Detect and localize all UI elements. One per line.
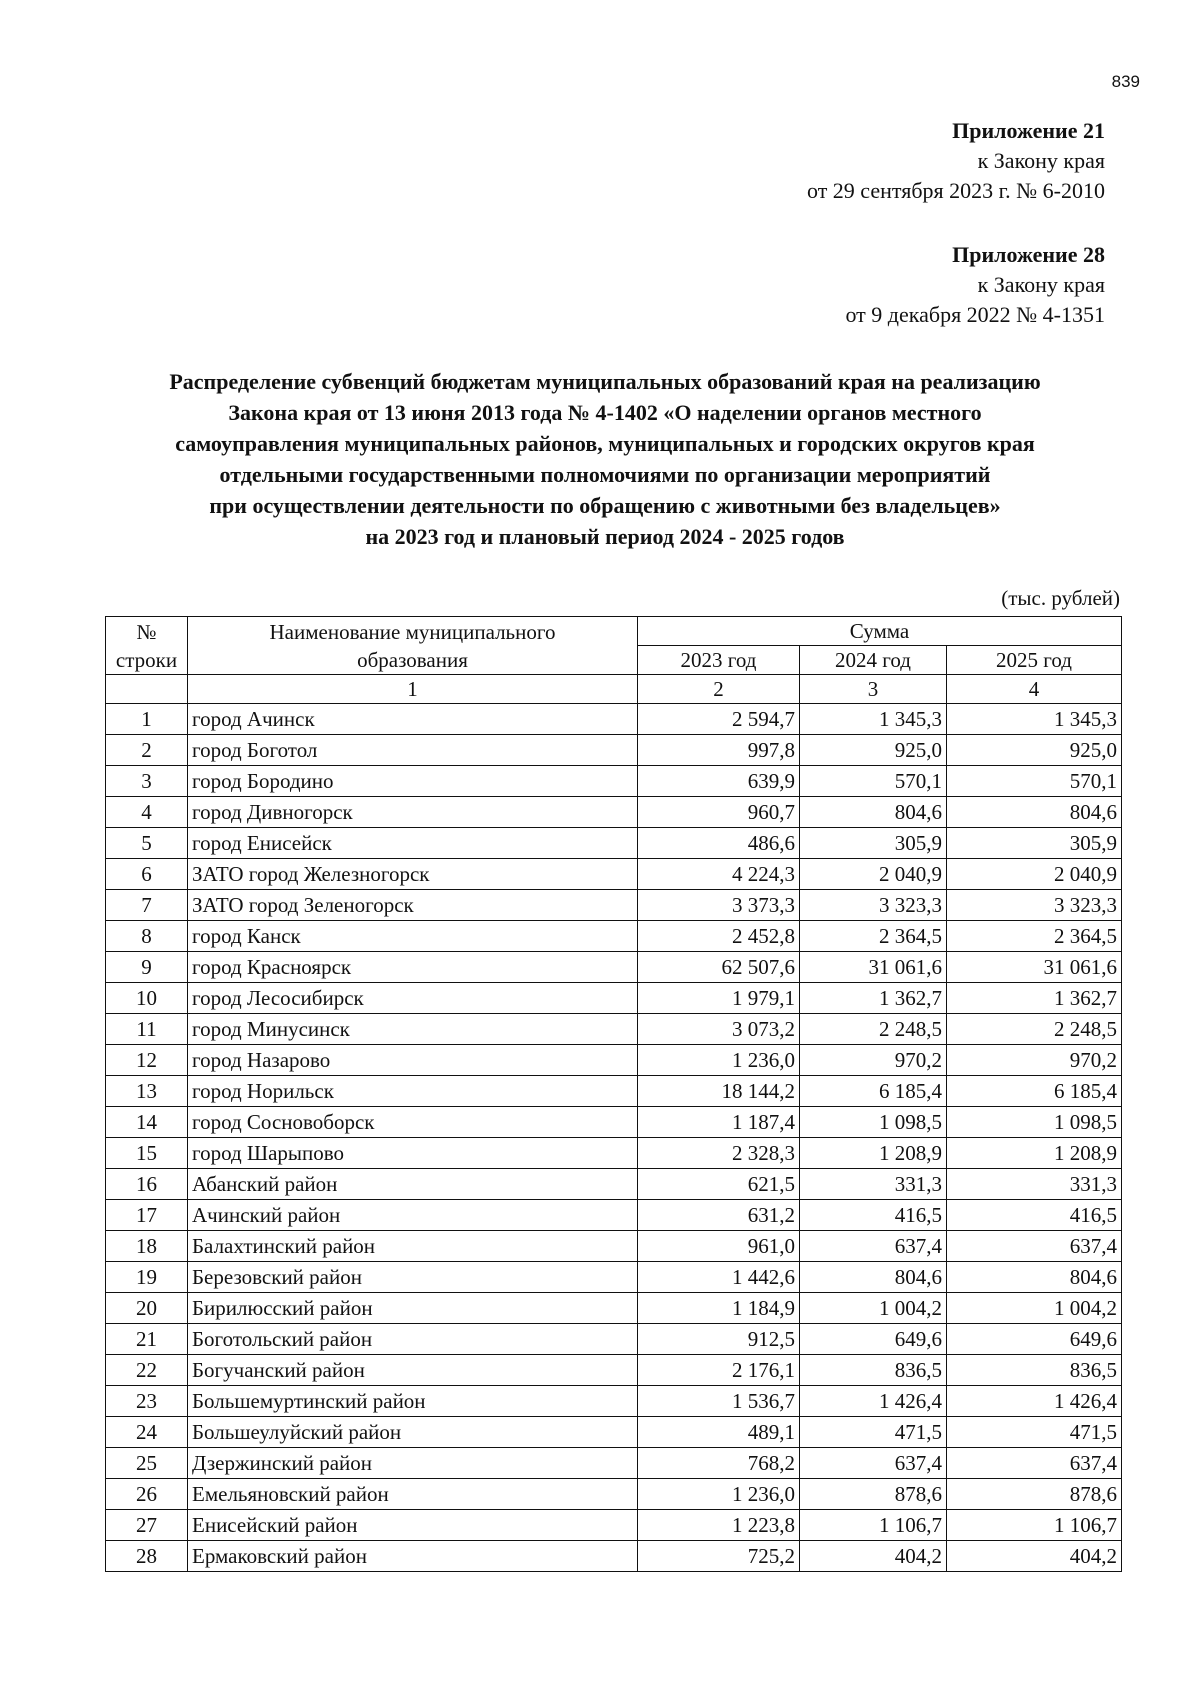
table-row bbox=[106, 797, 1122, 828]
table-row bbox=[106, 1231, 1122, 1262]
municipality-cell: город Красноярск bbox=[188, 952, 638, 983]
header-year-2023: 2023 год bbox=[638, 646, 800, 675]
value-2023-cell: 1 187,4 bbox=[638, 1107, 800, 1138]
row-number-cell: 16 bbox=[106, 1169, 188, 1200]
value-2025-cell: 1 362,7 bbox=[947, 983, 1122, 1014]
value-2024-cell: 416,5 bbox=[800, 1200, 947, 1231]
table-row bbox=[106, 828, 1122, 859]
municipality-cell: Балахтинский район bbox=[188, 1231, 638, 1262]
value-2023-cell: 768,2 bbox=[638, 1448, 800, 1479]
value-2023-cell: 486,6 bbox=[638, 828, 800, 859]
value-2023-cell: 62 507,6 bbox=[638, 952, 800, 983]
value-2025-cell: 416,5 bbox=[947, 1200, 1122, 1231]
municipality-cell: Дзержинский район bbox=[188, 1448, 638, 1479]
header-year-2025: 2025 год bbox=[947, 646, 1122, 675]
table-row bbox=[106, 859, 1122, 890]
value-2025-cell: 637,4 bbox=[947, 1448, 1122, 1479]
municipality-cell: Боготольский район bbox=[188, 1324, 638, 1355]
value-2025-cell: 6 185,4 bbox=[947, 1076, 1122, 1107]
value-2025-cell: 2 040,9 bbox=[947, 859, 1122, 890]
value-2025-cell: 305,9 bbox=[947, 828, 1122, 859]
appendix-28-title: Приложение 28 bbox=[952, 242, 1105, 267]
municipality-cell: Ачинский район bbox=[188, 1200, 638, 1231]
title-line: отдельными государственными полномочиями по организации мероприятий bbox=[219, 462, 991, 487]
value-2024-cell: 1 208,9 bbox=[800, 1138, 947, 1169]
title-line: Закона края от 13 июня 2013 года № 4-1402 «О наделении органов местного bbox=[228, 400, 982, 425]
row-number-cell: 15 bbox=[106, 1138, 188, 1169]
value-2024-cell: 804,6 bbox=[800, 1262, 947, 1293]
header-row-number bbox=[106, 617, 188, 675]
value-2023-cell: 2 594,7 bbox=[638, 704, 800, 735]
table-row bbox=[106, 1169, 1122, 1200]
header-col-3: 3 bbox=[800, 675, 947, 704]
value-2025-cell: 404,2 bbox=[947, 1541, 1122, 1572]
municipality-cell: Емельяновский район bbox=[188, 1479, 638, 1510]
header-municipality-line1: Наименование муниципального bbox=[269, 619, 556, 644]
table-row bbox=[106, 1076, 1122, 1107]
row-number-cell: 9 bbox=[106, 952, 188, 983]
value-2023-cell: 1 536,7 bbox=[638, 1386, 800, 1417]
value-2023-cell: 1 223,8 bbox=[638, 1510, 800, 1541]
municipality-cell: город Лесосибирск bbox=[188, 983, 638, 1014]
value-2024-cell: 970,2 bbox=[800, 1045, 947, 1076]
table-row bbox=[106, 1541, 1122, 1572]
header-col-2: 2 bbox=[638, 675, 800, 704]
municipality-cell: город Сосновоборск bbox=[188, 1107, 638, 1138]
value-2024-cell: 2 364,5 bbox=[800, 921, 947, 952]
municipality-cell: город Боготол bbox=[188, 735, 638, 766]
municipality-cell: Ермаковский район bbox=[188, 1541, 638, 1572]
header-col-blank bbox=[106, 675, 188, 704]
value-2024-cell: 637,4 bbox=[800, 1448, 947, 1479]
value-2025-cell: 3 323,3 bbox=[947, 890, 1122, 921]
value-2023-cell: 3 373,3 bbox=[638, 890, 800, 921]
value-2023-cell: 2 452,8 bbox=[638, 921, 800, 952]
municipality-cell: ЗАТО город Зеленогорск bbox=[188, 890, 638, 921]
municipality-cell: Бирилюсский район bbox=[188, 1293, 638, 1324]
municipality-cell: город Дивногорск bbox=[188, 797, 638, 828]
value-2024-cell: 1 106,7 bbox=[800, 1510, 947, 1541]
row-number-cell: 2 bbox=[106, 735, 188, 766]
value-2023-cell: 621,5 bbox=[638, 1169, 800, 1200]
row-number-cell: 12 bbox=[106, 1045, 188, 1076]
value-2024-cell: 836,5 bbox=[800, 1355, 947, 1386]
header-row-number-line1: № bbox=[136, 619, 157, 644]
value-2023-cell: 489,1 bbox=[638, 1417, 800, 1448]
value-2023-cell: 912,5 bbox=[638, 1324, 800, 1355]
row-number-cell: 24 bbox=[106, 1417, 188, 1448]
value-2023-cell: 1 236,0 bbox=[638, 1045, 800, 1076]
table-row bbox=[106, 1262, 1122, 1293]
value-2023-cell: 639,9 bbox=[638, 766, 800, 797]
table-row bbox=[106, 1355, 1122, 1386]
value-2024-cell: 6 185,4 bbox=[800, 1076, 947, 1107]
value-2023-cell: 725,2 bbox=[638, 1541, 800, 1572]
row-number-cell: 5 bbox=[106, 828, 188, 859]
municipality-cell: город Канск bbox=[188, 921, 638, 952]
row-number-cell: 6 bbox=[106, 859, 188, 890]
value-2023-cell: 1 442,6 bbox=[638, 1262, 800, 1293]
row-number-cell: 10 bbox=[106, 983, 188, 1014]
row-number-cell: 21 bbox=[106, 1324, 188, 1355]
subvention-table bbox=[105, 616, 1122, 1572]
value-2025-cell: 1 106,7 bbox=[947, 1510, 1122, 1541]
value-2024-cell: 31 061,6 bbox=[800, 952, 947, 983]
title-line: самоуправления муниципальных районов, муниципальных и городских округов края bbox=[175, 431, 1035, 456]
value-2025-cell: 471,5 bbox=[947, 1417, 1122, 1448]
value-2025-cell: 331,3 bbox=[947, 1169, 1122, 1200]
value-2024-cell: 305,9 bbox=[800, 828, 947, 859]
municipality-cell: Большемуртинский район bbox=[188, 1386, 638, 1417]
row-number-cell: 19 bbox=[106, 1262, 188, 1293]
municipality-cell: ЗАТО город Железногорск bbox=[188, 859, 638, 890]
appendix-28-line1: к Закону края bbox=[977, 272, 1105, 297]
value-2024-cell: 649,6 bbox=[800, 1324, 947, 1355]
value-2025-cell: 1 426,4 bbox=[947, 1386, 1122, 1417]
row-number-cell: 17 bbox=[106, 1200, 188, 1231]
value-2025-cell: 970,2 bbox=[947, 1045, 1122, 1076]
municipality-cell: город Ачинск bbox=[188, 704, 638, 735]
row-number-cell: 1 bbox=[106, 704, 188, 735]
appendix-28-line2: от 9 декабря 2022 № 4-1351 bbox=[845, 302, 1105, 327]
value-2025-cell: 570,1 bbox=[947, 766, 1122, 797]
title-line: Распределение субвенций бюджетам муниципальных образований края на реализацию bbox=[169, 369, 1041, 394]
value-2024-cell: 471,5 bbox=[800, 1417, 947, 1448]
value-2024-cell: 925,0 bbox=[800, 735, 947, 766]
table-row bbox=[106, 952, 1122, 983]
value-2023-cell: 2 176,1 bbox=[638, 1355, 800, 1386]
value-2024-cell: 404,2 bbox=[800, 1541, 947, 1572]
value-2025-cell: 31 061,6 bbox=[947, 952, 1122, 983]
value-2025-cell: 836,5 bbox=[947, 1355, 1122, 1386]
table-row bbox=[106, 1510, 1122, 1541]
municipality-cell: город Минусинск bbox=[188, 1014, 638, 1045]
municipality-cell: Богучанский район bbox=[188, 1355, 638, 1386]
value-2023-cell: 2 328,3 bbox=[638, 1138, 800, 1169]
value-2024-cell: 2 248,5 bbox=[800, 1014, 947, 1045]
value-2025-cell: 1 208,9 bbox=[947, 1138, 1122, 1169]
table-row bbox=[106, 983, 1122, 1014]
value-2025-cell: 878,6 bbox=[947, 1479, 1122, 1510]
municipality-cell: город Енисейск bbox=[188, 828, 638, 859]
table-row bbox=[106, 1417, 1122, 1448]
table-row bbox=[106, 1293, 1122, 1324]
table-row bbox=[106, 1107, 1122, 1138]
value-2023-cell: 960,7 bbox=[638, 797, 800, 828]
row-number-cell: 26 bbox=[106, 1479, 188, 1510]
appendix-28-block bbox=[845, 240, 1105, 330]
value-2025-cell: 2 248,5 bbox=[947, 1014, 1122, 1045]
row-number-cell: 18 bbox=[106, 1231, 188, 1262]
value-2025-cell: 1 004,2 bbox=[947, 1293, 1122, 1324]
row-number-cell: 7 bbox=[106, 890, 188, 921]
value-2024-cell: 2 040,9 bbox=[800, 859, 947, 890]
value-2024-cell: 570,1 bbox=[800, 766, 947, 797]
municipality-cell: город Назарово bbox=[188, 1045, 638, 1076]
value-2023-cell: 18 144,2 bbox=[638, 1076, 800, 1107]
value-2023-cell: 4 224,3 bbox=[638, 859, 800, 890]
table-row bbox=[106, 704, 1122, 735]
title-line: на 2023 год и плановый период 2024 - 2025 годов bbox=[365, 524, 845, 549]
table-row bbox=[106, 1200, 1122, 1231]
header-year-2024: 2024 год bbox=[800, 646, 947, 675]
row-number-cell: 22 bbox=[106, 1355, 188, 1386]
table-row bbox=[106, 921, 1122, 952]
table-row bbox=[106, 1386, 1122, 1417]
appendix-21-block bbox=[807, 116, 1105, 206]
municipality-cell: Абанский район bbox=[188, 1169, 638, 1200]
table-row bbox=[106, 1448, 1122, 1479]
row-number-cell: 23 bbox=[106, 1386, 188, 1417]
value-2024-cell: 3 323,3 bbox=[800, 890, 947, 921]
value-2025-cell: 649,6 bbox=[947, 1324, 1122, 1355]
row-number-cell: 28 bbox=[106, 1541, 188, 1572]
value-2024-cell: 1 426,4 bbox=[800, 1386, 947, 1417]
table-row bbox=[106, 1045, 1122, 1076]
value-2024-cell: 331,3 bbox=[800, 1169, 947, 1200]
table-row bbox=[106, 1014, 1122, 1045]
value-2025-cell: 925,0 bbox=[947, 735, 1122, 766]
appendix-21-line2: от 29 сентября 2023 г. № 6-2010 bbox=[806, 178, 1105, 203]
table-row bbox=[106, 766, 1122, 797]
municipality-cell: город Шарыпово bbox=[188, 1138, 638, 1169]
table-row bbox=[106, 1479, 1122, 1510]
value-2024-cell: 878,6 bbox=[800, 1479, 947, 1510]
row-number-cell: 8 bbox=[106, 921, 188, 952]
header-municipality bbox=[188, 617, 638, 675]
value-2024-cell: 1 345,3 bbox=[800, 704, 947, 735]
row-number-cell: 4 bbox=[106, 797, 188, 828]
table-body bbox=[106, 704, 1122, 1572]
row-number-cell: 20 bbox=[106, 1293, 188, 1324]
row-number-cell: 11 bbox=[106, 1014, 188, 1045]
table-row bbox=[106, 1138, 1122, 1169]
value-2025-cell: 2 364,5 bbox=[947, 921, 1122, 952]
value-2025-cell: 804,6 bbox=[947, 1262, 1122, 1293]
row-number-cell: 27 bbox=[106, 1510, 188, 1541]
appendix-21-line1: к Закону края bbox=[977, 148, 1105, 173]
value-2023-cell: 3 073,2 bbox=[638, 1014, 800, 1045]
unit-label: (тыс. рублей) bbox=[1001, 586, 1120, 610]
header-municipality-line2: образования bbox=[357, 647, 468, 672]
value-2023-cell: 961,0 bbox=[638, 1231, 800, 1262]
value-2023-cell: 997,8 bbox=[638, 735, 800, 766]
table-row bbox=[106, 735, 1122, 766]
row-number-cell: 13 bbox=[106, 1076, 188, 1107]
header-row-number-line2: строки bbox=[115, 647, 178, 672]
value-2025-cell: 637,4 bbox=[947, 1231, 1122, 1262]
title-line: при осуществлении деятельности по обращению с животными без владельцев» bbox=[209, 493, 1001, 518]
header-col-4: 4 bbox=[947, 675, 1122, 704]
table-row bbox=[106, 890, 1122, 921]
row-number-cell: 3 bbox=[106, 766, 188, 797]
value-2023-cell: 631,2 bbox=[638, 1200, 800, 1231]
municipality-cell: город Норильск bbox=[188, 1076, 638, 1107]
municipality-cell: город Бородино bbox=[188, 766, 638, 797]
table-row bbox=[106, 1324, 1122, 1355]
value-2025-cell: 804,6 bbox=[947, 797, 1122, 828]
municipality-cell: Березовский район bbox=[188, 1262, 638, 1293]
value-2024-cell: 804,6 bbox=[800, 797, 947, 828]
value-2024-cell: 1 362,7 bbox=[800, 983, 947, 1014]
row-number-cell: 14 bbox=[106, 1107, 188, 1138]
municipality-cell: Енисейский район bbox=[188, 1510, 638, 1541]
header-col-1: 1 bbox=[188, 675, 638, 704]
value-2023-cell: 1 184,9 bbox=[638, 1293, 800, 1324]
value-2024-cell: 1 004,2 bbox=[800, 1293, 947, 1324]
value-2024-cell: 637,4 bbox=[800, 1231, 947, 1262]
municipality-cell: Большеулуйский район bbox=[188, 1417, 638, 1448]
value-2023-cell: 1 236,0 bbox=[638, 1479, 800, 1510]
appendix-21-title: Приложение 21 bbox=[952, 118, 1105, 143]
value-2025-cell: 1 345,3 bbox=[947, 704, 1122, 735]
value-2024-cell: 1 098,5 bbox=[800, 1107, 947, 1138]
value-2023-cell: 1 979,1 bbox=[638, 983, 800, 1014]
document-title bbox=[90, 366, 1120, 552]
value-2025-cell: 1 098,5 bbox=[947, 1107, 1122, 1138]
row-number-cell: 25 bbox=[106, 1448, 188, 1479]
header-sum: Сумма bbox=[638, 617, 1122, 646]
page-number: 839 bbox=[1111, 72, 1140, 91]
